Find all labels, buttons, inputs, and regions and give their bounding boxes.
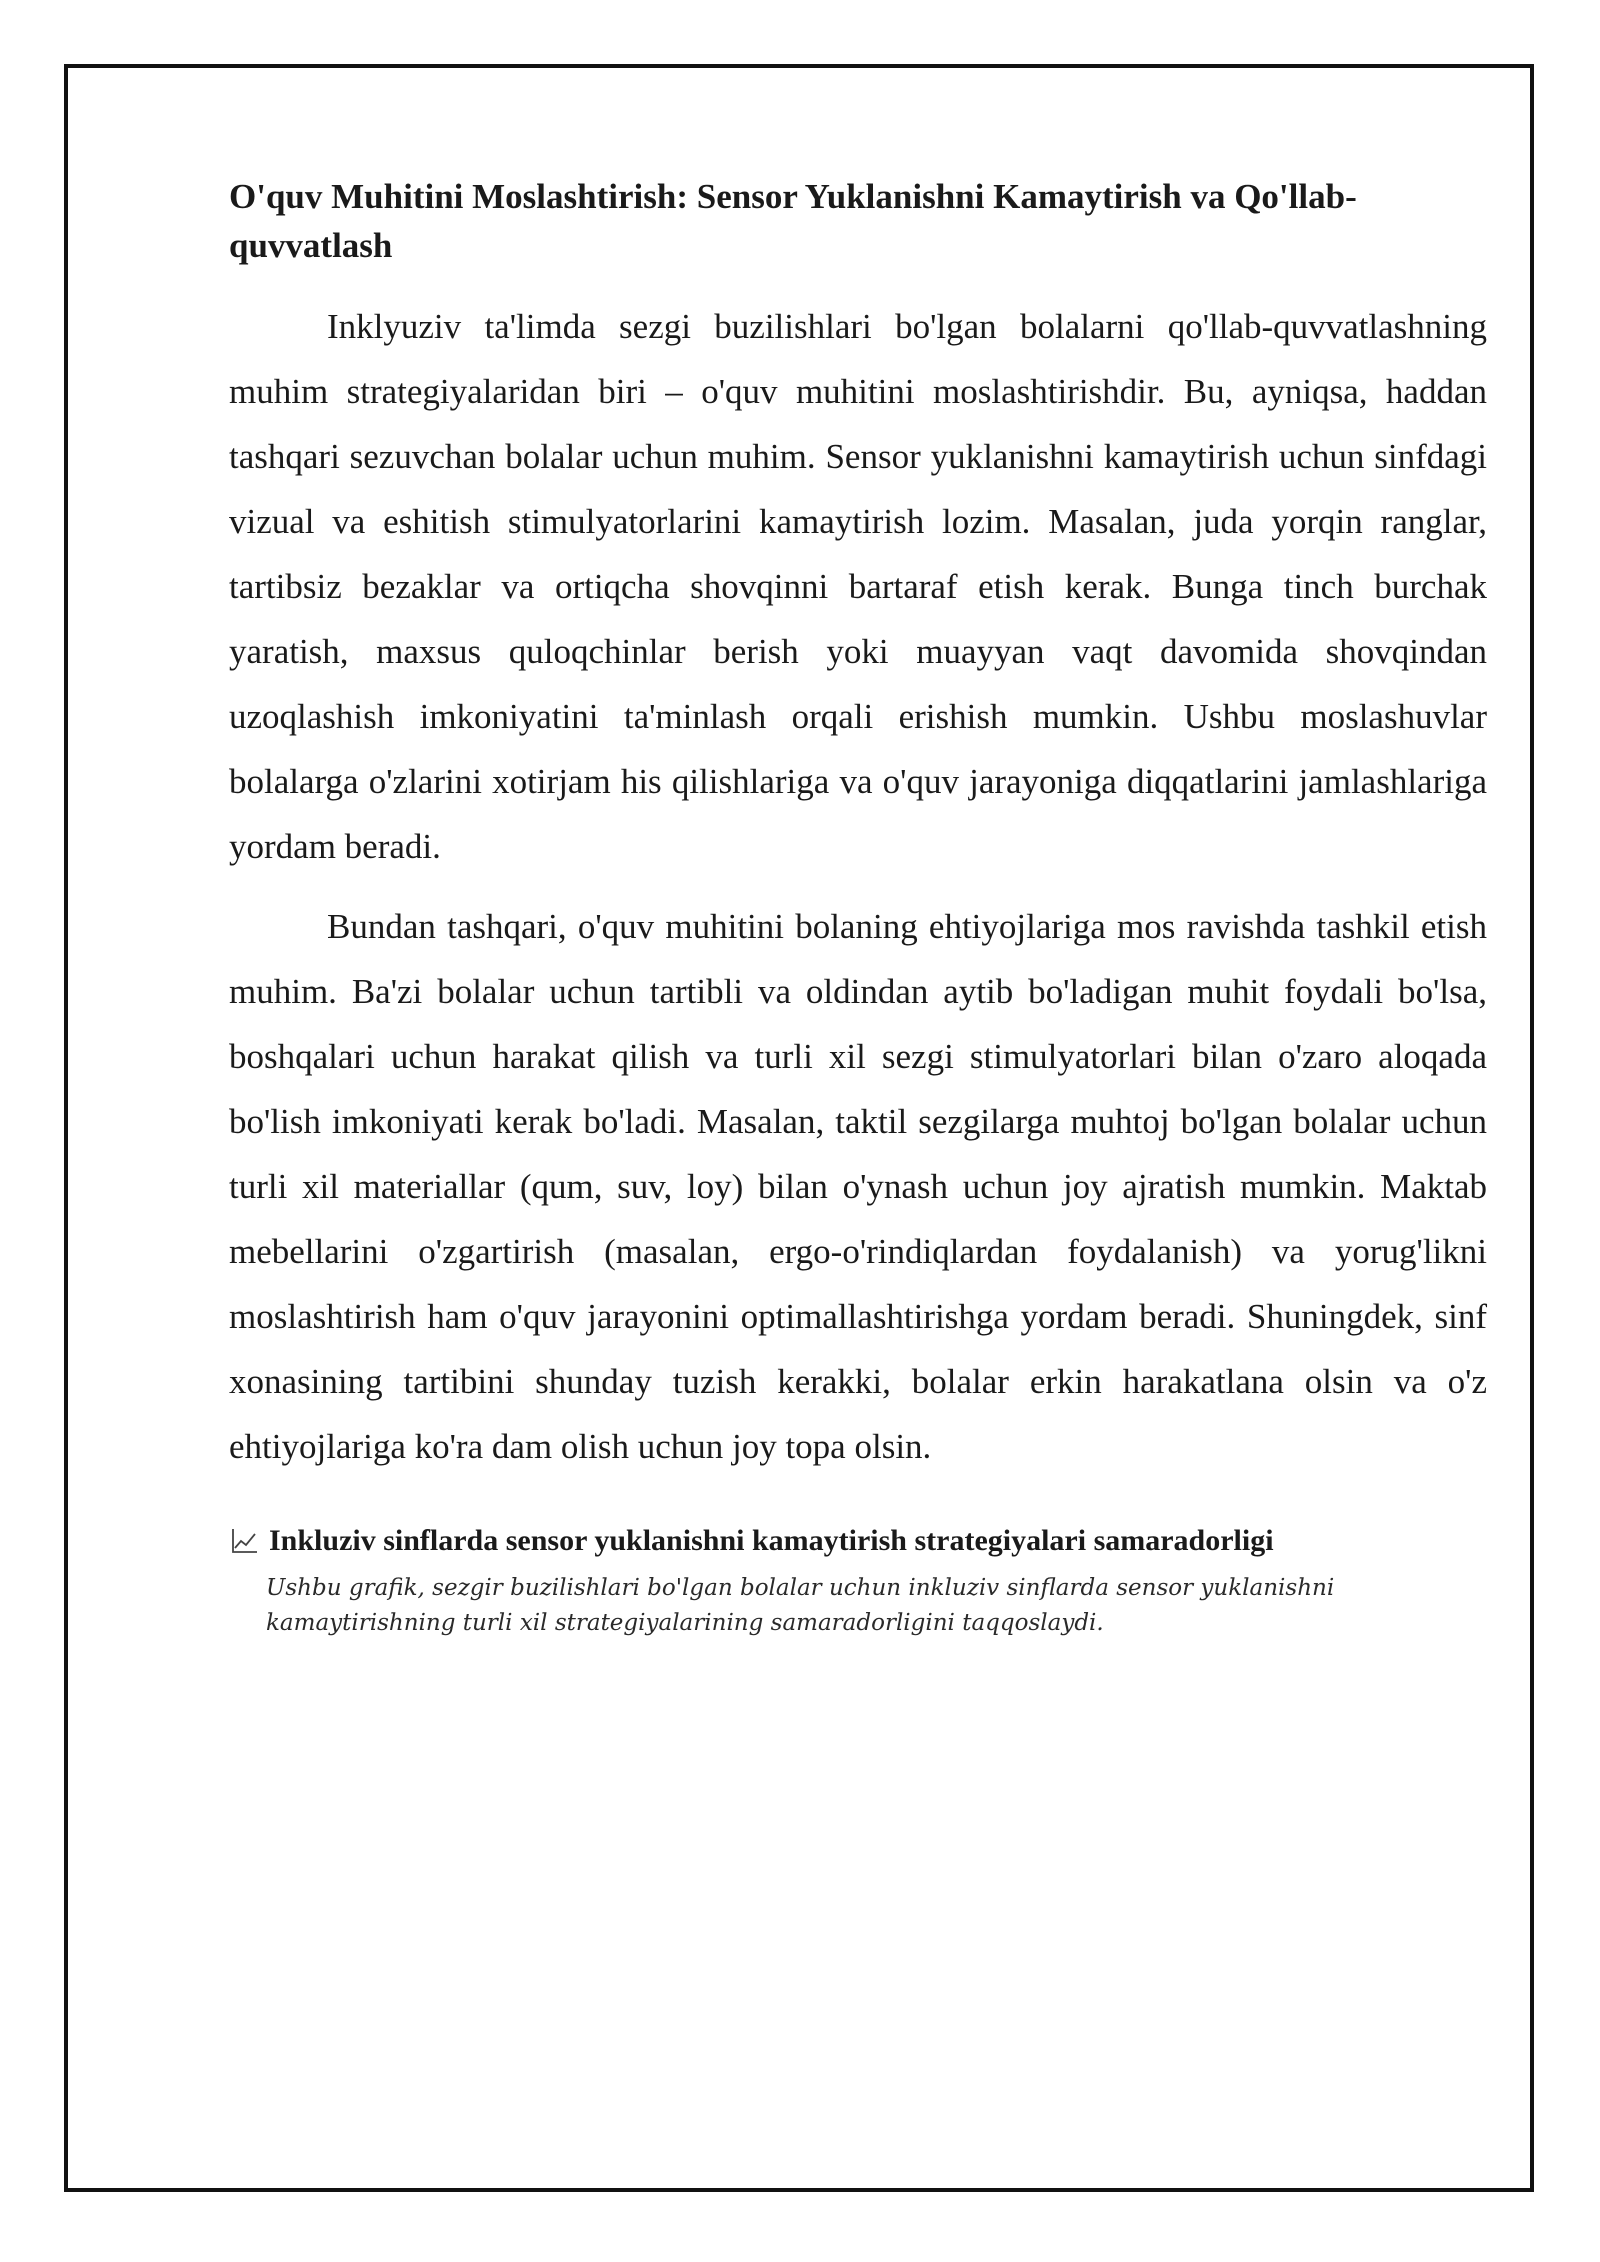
figure-heading bbox=[229, 1521, 1487, 1561]
page-title: O'quv Muhitini Moslashtirish: Sensor Yuklanishni Kamaytirish va Qo'llab-quvvatlash bbox=[229, 177, 1357, 265]
page-content bbox=[229, 172, 1487, 1641]
body-paragraph-1: Inklyuziv ta'limda sezgi buzilishlari bo'lgan bolalarni qo'llab-quvvatlashning muhim strategiyalaridan biri – o'quv muhitini moslashtirishdir. Bu, ayniqsa, haddan tashqari sezuvchan bolalar uchun muhim. Sensor yuklanishni kamaytirish uchun sinfdagi vizual va eshitish stimulyatorlarini kamaytirish lozim. Masalan, juda yorqin ranglar, tartibsiz bezaklar va ortiqcha shovqinni bartaraf etish kerak. Bunga tinch burchak yaratish, maxsus quloqchinlar berish yoki muayyan vaqt davomida shovqindan uzoqlashish imkoniyatini ta'minlash orqali erishish mumkin. Ushbu moslashuvlar bolalarga o'zlarini xotirjam his qilishlariga va o'quv jarayoniga diqqatlarini jamlashlariga yordam beradi. bbox=[229, 307, 1487, 866]
line-chart-icon bbox=[229, 1526, 259, 1556]
body-paragraph-2: Bundan tashqari, o'quv muhitini bolaning ehtiyojlariga mos ravishda tashkil etish muhim. Ba'zi bolalar uchun tartibli va oldindan aytib bo'ladigan muhit foydali bo'lsa, boshqalari uchun harakat qilish va turli xil sezgi stimulyatorlari bilan o'zaro aloqada bo'lish imkoniyati kerak bo'ladi. Masalan, taktil sezgilarga muhtoj bo'lgan bolalar uchun turli xil materiallar (qum, suv, loy) bilan o'ynash uchun joy ajratish mumkin. Maktab mebellarini o'zgartirish (masalan, ergo-o'rindiqlardan foydalanish) va yorug'likni moslashtirish ham o'quv jarayonini optimallashtirishga yordam beradi. Shuningdek, sinf xonasining tartibini shunday tuzish kerakki, bolalar erkin harakatlana olsin va o'z ehtiyojlariga ko'ra dam olish uchun joy topa olsin. bbox=[229, 907, 1487, 1466]
figure-title: Inkluziv sinflarda sensor yuklanishni kamaytirish strategiyalari samaradorligi bbox=[269, 1524, 1274, 1557]
figure-block bbox=[229, 1521, 1487, 1641]
figure-caption: Ushbu grafik, sezgir buzilishlari bo'lgan bolalar uchun inkluziv sinflarda sensor yuklanishni kamaytirishning turli xil strategiyalarining samaradorligini taqqoslaydi. bbox=[266, 1575, 1335, 1636]
